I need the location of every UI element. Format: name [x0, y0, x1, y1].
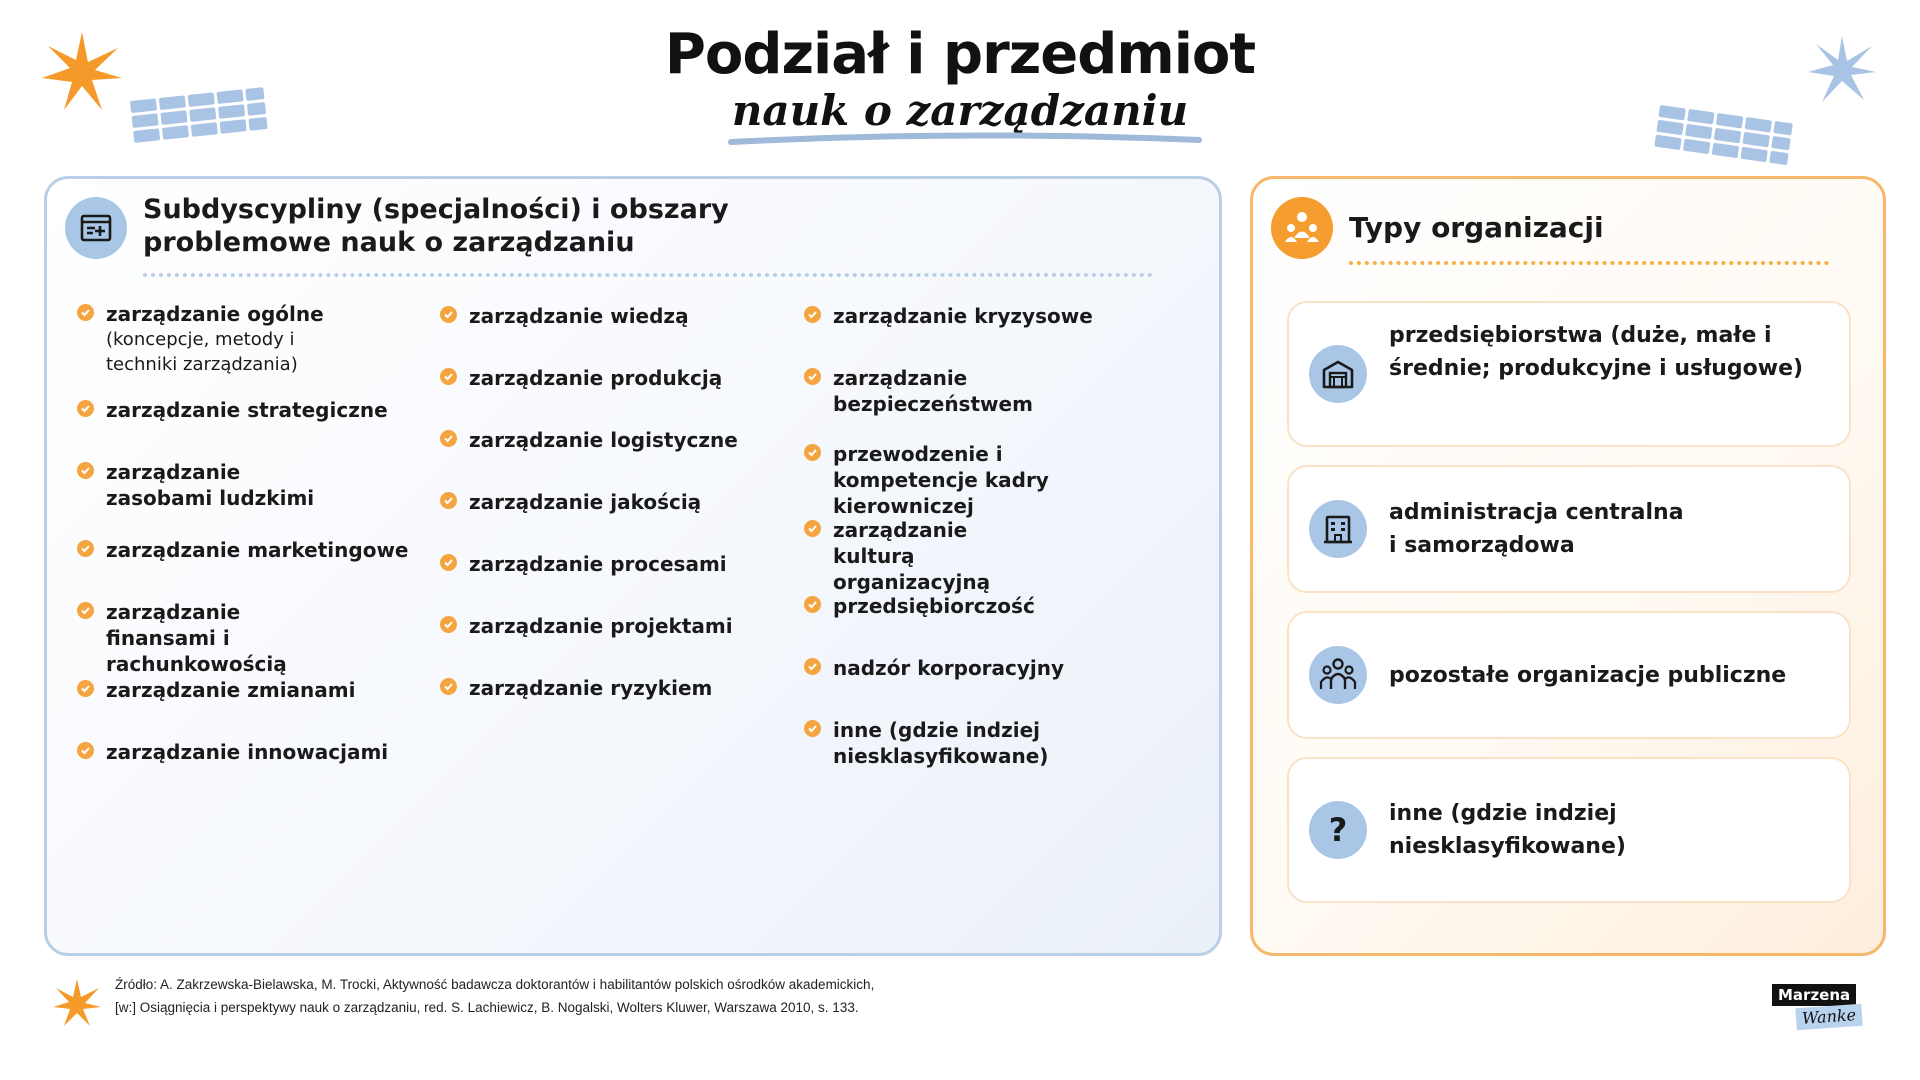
list-item — [440, 365, 800, 391]
source-line: [w:] Osiągnięcia i perspektywy nauk o zarządzaniu, red. S. Lachiewicz, B. Nogalski, Wolters Kluwer, Warszawa 2010, s. 133. — [115, 1000, 859, 1015]
dotted-divider — [143, 273, 1153, 277]
list-item — [77, 301, 437, 377]
list-item — [804, 655, 1164, 681]
list-item-label: zarządzanie zasobami ludzkimi — [106, 460, 315, 510]
logo-name-top: Marzena — [1772, 984, 1856, 1006]
dotted-divider — [1349, 261, 1829, 265]
author-logo — [1772, 984, 1860, 1034]
browser-window-icon — [65, 197, 127, 259]
warehouse-icon — [1309, 345, 1367, 403]
list-item-label: zarządzanie wiedzą — [469, 304, 689, 328]
check-icon — [440, 616, 457, 633]
check-icon — [804, 444, 821, 461]
list-item — [440, 551, 800, 577]
list-item-label: zarządzanie ogólne — [106, 302, 324, 326]
check-icon — [440, 678, 457, 695]
list-item — [77, 739, 437, 765]
list-item-note: (koncepcje, metody i techniki zarządzania) — [106, 329, 298, 375]
title-block — [0, 24, 1920, 136]
grid-pattern-icon — [1652, 104, 1794, 174]
organization-types-panel — [1250, 176, 1886, 956]
people-group-icon — [1271, 197, 1333, 259]
check-icon — [804, 520, 821, 537]
list-item-label: nadzór korporacyjny — [833, 656, 1065, 680]
list-item — [804, 441, 1164, 519]
list-item-label: zarządzanie kulturą organizacyjną — [833, 518, 991, 594]
subdisciplines-panel — [44, 176, 1222, 956]
list-item — [804, 303, 1164, 329]
source-citation — [115, 973, 1115, 1019]
check-icon — [77, 540, 94, 557]
list-item-label: zarządzanie finansami i rachunkowością — [106, 600, 287, 676]
check-icon — [77, 462, 94, 479]
list-item-label: zarządzanie projektami — [469, 614, 733, 638]
list-item-label: zarządzanie logistyczne — [469, 428, 738, 452]
list-item-label: przewodzenie i kompetencje kadry kierowniczej — [833, 442, 1049, 518]
check-icon — [804, 658, 821, 675]
check-icon — [440, 554, 457, 571]
list-item-label: zarządzanie jakością — [469, 490, 702, 514]
org-card-label: pozostałe organizacje publiczne — [1389, 662, 1787, 688]
list-item-label: zarządzanie zmianami — [106, 678, 356, 702]
check-icon — [77, 680, 94, 697]
list-item — [804, 717, 1164, 769]
check-icon — [440, 430, 457, 447]
organization-types-heading: Typy organizacji — [1349, 211, 1604, 244]
check-icon — [440, 306, 457, 323]
blue-star-icon — [1806, 34, 1878, 106]
list-item — [804, 593, 1164, 619]
community-icon — [1309, 646, 1367, 704]
check-icon — [77, 602, 94, 619]
list-item — [440, 489, 800, 515]
check-icon — [77, 742, 94, 759]
check-icon — [804, 368, 821, 385]
org-card-label: przedsiębiorstwa (duże, małe i średnie; produkcyjne i usługowe) — [1389, 323, 1804, 381]
page-title: Podział i przedmiot — [664, 22, 1256, 87]
orange-star-icon — [40, 30, 124, 114]
page-subtitle: nauk o zarządzaniu — [731, 86, 1189, 135]
list-item-label: zarządzanie produkcją — [469, 366, 723, 390]
org-card-public — [1287, 611, 1851, 739]
list-item — [77, 459, 437, 511]
list-item — [440, 427, 800, 453]
org-card-administration — [1287, 465, 1851, 593]
list-item-label: inne (gdzie indziej niesklasyfikowane) — [833, 718, 1049, 768]
list-item-label: zarządzanie marketingowe — [106, 538, 409, 562]
logo-name-bottom: Wanke — [1795, 1004, 1862, 1031]
grid-pattern-icon — [128, 84, 270, 150]
list-item — [804, 517, 1164, 595]
org-card-label: administracja centralna i samorządowa — [1389, 500, 1684, 558]
list-item-label: zarządzanie bezpieczeństwem — [833, 366, 1033, 416]
question-mark-icon: ? — [1309, 801, 1367, 859]
title-underline — [727, 126, 1203, 150]
list-item-label: zarządzanie kryzysowe — [833, 304, 1093, 328]
list-item-label: zarządzanie innowacjami — [106, 740, 389, 764]
org-card-enterprises — [1287, 301, 1851, 447]
list-item — [77, 677, 437, 703]
list-item-label: zarządzanie strategiczne — [106, 398, 388, 422]
check-icon — [440, 368, 457, 385]
check-icon — [77, 304, 94, 321]
list-item-label: zarządzanie ryzykiem — [469, 676, 713, 700]
list-item — [77, 397, 437, 423]
office-building-icon — [1309, 500, 1367, 558]
check-icon — [440, 492, 457, 509]
check-icon — [804, 596, 821, 613]
check-icon — [77, 400, 94, 417]
list-item — [440, 675, 800, 701]
source-line: Źródło: A. Zakrzewska-Bielawska, M. Trocki, Aktywność badawcza doktorantów i habilitantów polskich ośrodków akademickich, — [115, 977, 875, 992]
list-item — [440, 613, 800, 639]
small-orange-star-icon — [52, 978, 102, 1028]
list-item-label: przedsiębiorczość — [833, 594, 1035, 618]
subdisciplines-heading: Subdyscypliny (specjalności) i obszary problemowe nauk o zarządzaniu — [143, 194, 729, 258]
org-card-other — [1287, 757, 1851, 903]
check-icon — [804, 720, 821, 737]
list-item-label: zarządzanie procesami — [469, 552, 727, 576]
org-card-label: inne (gdzie indziej niesklasyfikowane) — [1389, 801, 1626, 859]
check-icon — [804, 306, 821, 323]
list-item — [804, 365, 1164, 417]
list-item — [77, 537, 437, 563]
list-item — [77, 599, 437, 677]
list-item — [440, 303, 800, 329]
